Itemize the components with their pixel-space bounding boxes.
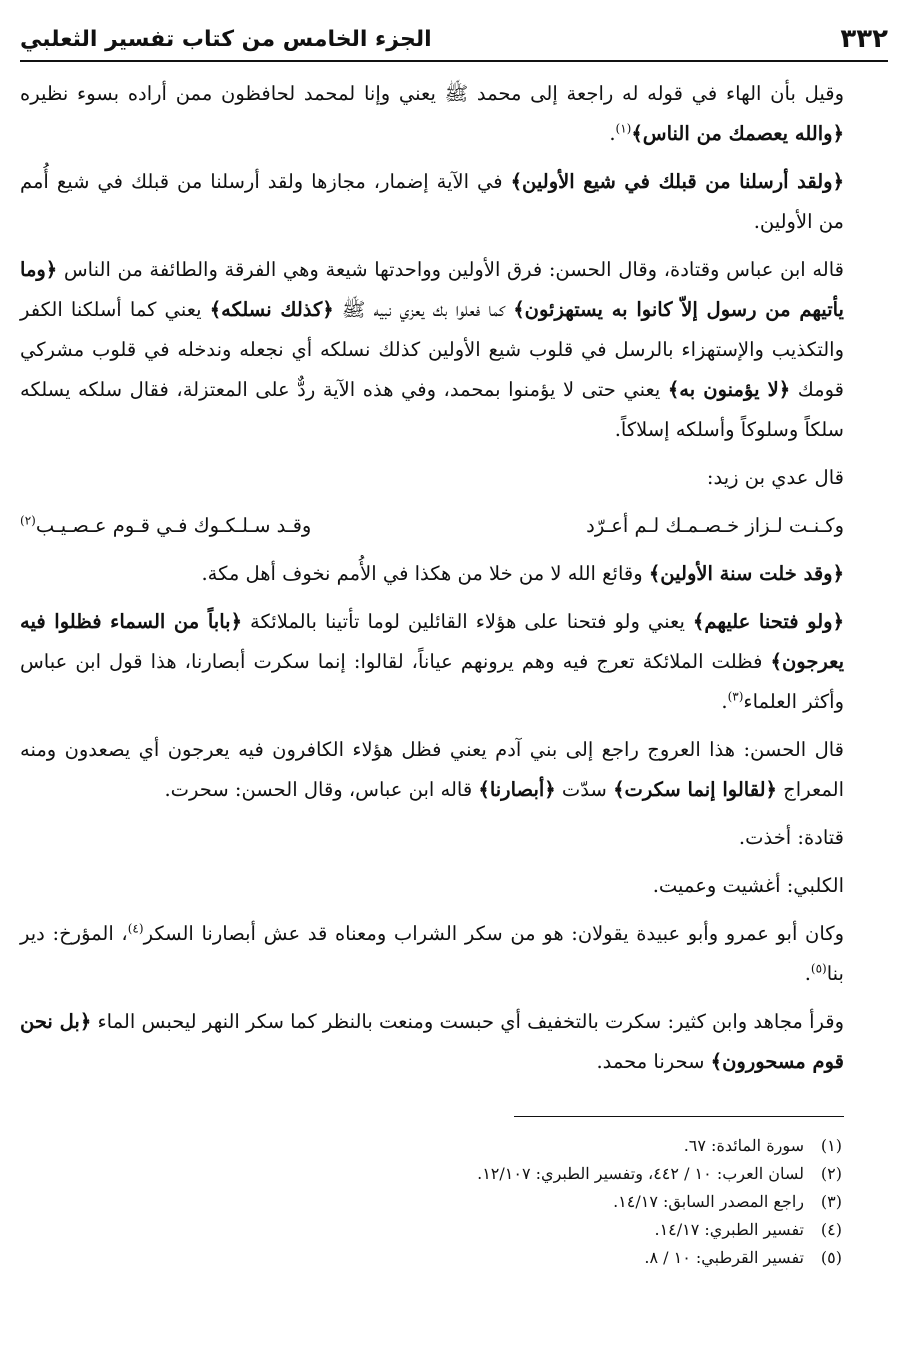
footnote-number: (٣)	[820, 1192, 842, 1211]
page-header	[20, 18, 888, 62]
quran-quote: ﴿وقد خلت سنة الأولين﴾	[648, 562, 844, 585]
footnote-number: (٤)	[820, 1220, 842, 1239]
text: يعني ولو فتحنا على هؤلاء القائلين لوما تأتينا بالملائكة	[242, 610, 693, 633]
footnote-text: لسان العرب: ١٠ / ٤٤٢، وتفسير الطبري: ١٢/١٠٧.	[477, 1164, 804, 1183]
poetry-verse	[20, 506, 844, 546]
text: قاله ابن عباس وقتادة، وقال الحسن: فرق الأولين وواحدتها شيعة وهي الفرقة والطائفة من الناس	[57, 258, 844, 281]
footnote-ref: (٤)	[127, 921, 144, 936]
footnote-number: (٥)	[820, 1248, 842, 1267]
paragraph	[20, 602, 844, 722]
footnote-number: (٢)	[820, 1164, 842, 1183]
quran-quote: ﴿لقالوا إنما سكرت﴾	[613, 778, 777, 801]
quran-quote: ﴿لا يؤمنون به﴾	[667, 378, 791, 401]
text: .	[721, 690, 728, 713]
footnote	[300, 1244, 842, 1272]
footnote-ref: (٥)	[810, 961, 827, 976]
footnote-text: تفسير القرطبي: ١٠ / ٨.	[644, 1248, 804, 1267]
quran-quote: ﴿والله يعصمك من الناس﴾	[631, 122, 844, 145]
text: .	[804, 962, 811, 985]
paragraph	[20, 250, 844, 450]
footnote-separator	[514, 1116, 844, 1117]
text: فظلت الملائكة تعرج فيه وهم يرونهم عياناً، لقالوا: إنما سكرت أبصارنا، هذا قول ابن عباس وأكثر العلماء	[20, 650, 844, 713]
text: وقرأ مجاهد وابن كثير: سكرت بالتخفيف أي حبست ومنعت بالنظر كما سكر النهر ليحبس الماء	[91, 1010, 844, 1033]
quran-quote: ﴿باباً من السماء فظلوا فيه يعرجون﴾	[20, 610, 844, 673]
footnote-text: سورة المائدة: ٦٧.	[683, 1136, 804, 1155]
text: يعني حتى لا يؤمنوا بمحمد، وفي هذه الآية ردٌّ على المعتزلة، فقال سلكه يسلكه سلكاً وسلوكاً وأسلكه إسلاكاً.	[20, 378, 844, 441]
quran-quote: ﴿ولقد أرسلنا من قبلك في شيع الأولين﴾	[510, 170, 845, 193]
text: قاله ابن عباس، وقال الحسن: سحرت.	[164, 778, 479, 801]
footnote	[300, 1160, 842, 1188]
body-text	[20, 74, 844, 1090]
footnote-text: راجع المصدر السابق: ١٤/١٧.	[613, 1192, 804, 1211]
footnote	[300, 1216, 842, 1244]
paragraph	[20, 458, 844, 498]
footnote-ref: (٢)	[20, 513, 36, 528]
footnote	[300, 1188, 842, 1216]
text: سدّت	[555, 778, 614, 801]
footnote-ref: (١)	[615, 121, 632, 136]
footnotes	[300, 1132, 842, 1272]
footnote	[300, 1132, 842, 1160]
verse-first-hemistich: وكـنـت لـزاز خـصـمـك لـم أعـرّد	[586, 514, 844, 537]
text: الكلبي: أغشيت وعميت.	[652, 874, 844, 897]
paragraph	[20, 74, 844, 154]
quran-quote: ﴿ولو فتحنا عليهم﴾	[692, 610, 845, 633]
footnote-ref: (٣)	[727, 689, 744, 704]
quran-quote: ﴿أبصارنا﴾	[478, 778, 556, 801]
footnote-text: تفسير الطبري: ١٤/١٧.	[654, 1220, 804, 1239]
paragraph	[20, 914, 844, 994]
text: يعني كما أسلكنا الكفر والتكذيب والإستهزاء بالرسل في قلوب شيع الأولين كذلك نسلكه أي نجعله وندخله في قلوب مشركي قومك	[20, 298, 844, 401]
footnote-number: (١)	[820, 1136, 842, 1155]
paragraph	[20, 554, 844, 594]
text: .	[609, 122, 616, 145]
text: وقيل بأن الهاء في قوله له راجعة إلى محمد ﷺ يعني وإنا لمحمد لحافظون ممن أراده بسوء نظيره	[20, 82, 844, 105]
verse-second-hemistich	[20, 506, 311, 546]
text: وكان أبو عمرو وأبو عبيدة يقولان: هو من سكر الشراب ومعناه قد عش أبصارنا السكر	[143, 922, 844, 945]
paragraph	[20, 730, 844, 810]
paragraph	[20, 1002, 844, 1082]
page-number: ٣٣٢	[840, 24, 888, 54]
paragraph	[20, 866, 844, 906]
text: قال الحسن: هذا العروج راجع إلى بني آدم يعني فظل هؤلاء الكافرون فيه يعرجون أي يصعدون ومنه المعراج	[20, 738, 844, 801]
text: وقـد سـلـكـوك فـي قـوم عـصـيـب	[35, 514, 312, 537]
text: في الآية إضمار، مجازها ولقد أرسلنا من قبلك في شيع أُمم من الأولين.	[20, 170, 844, 233]
quran-quote: ﴿بل نحن قوم مسحورون﴾	[20, 1010, 844, 1073]
quran-quote: ﴿وما يأتيهم من رسول إلاّ كانوا به يستهزئون﴾	[20, 258, 844, 321]
quran-quote: ﴿كذلك نسلكه﴾	[209, 298, 334, 321]
text: ، المؤرخ: دير بنا	[20, 922, 844, 985]
text: وقائع الله لا من خلا من هكذا في الأُمم نخوف أهل مكة.	[201, 562, 649, 585]
paragraph	[20, 818, 844, 858]
paragraph	[20, 162, 844, 242]
text: سحرنا محمد.	[596, 1050, 711, 1073]
text: قال عدي بن زيد:	[706, 466, 844, 489]
text: كما فعلوا بك يعزي نبيه ﷺ	[333, 298, 514, 321]
text: قتادة: أخذت.	[738, 826, 844, 849]
running-title: الجزء الخامس من كتاب تفسير الثعلبي	[20, 26, 432, 52]
